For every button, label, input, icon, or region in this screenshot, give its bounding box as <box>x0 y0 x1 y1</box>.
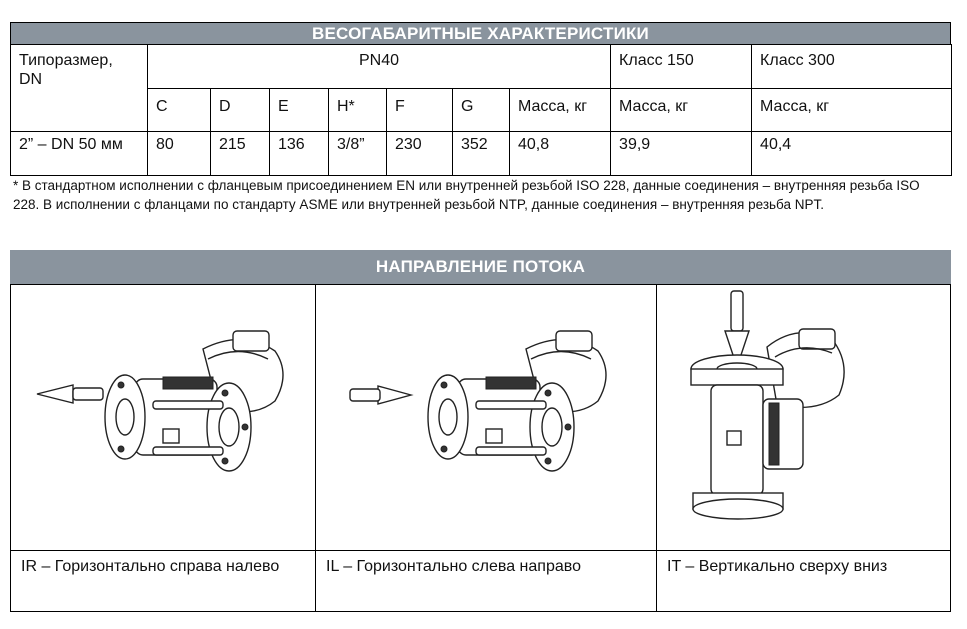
col-e: E <box>270 89 329 132</box>
cell-d: 215 <box>211 132 270 176</box>
specs-header-title: ВЕСОГАБАРИТНЫЕ ХАРАКТЕРИСТИКИ <box>312 24 649 43</box>
size-label: Типоразмер, DN <box>11 45 148 132</box>
col-d: D <box>211 89 270 132</box>
specs-table <box>10 44 952 176</box>
valve-il-illustration <box>336 289 636 549</box>
pn-group-label: PN40 <box>148 45 611 89</box>
flow-direction-panel <box>10 250 951 612</box>
cell-mass150: 39,9 <box>611 132 752 176</box>
flow-caption-ir: IR – Горизонтально справа налево <box>11 550 315 578</box>
table-header-row <box>11 45 952 89</box>
col-h: H* <box>329 89 387 132</box>
cell-mass: 40,8 <box>510 132 611 176</box>
col-c: C <box>148 89 211 132</box>
flow-cell-il <box>316 285 657 612</box>
flow-caption-it: IT – Вертикально сверху вниз <box>657 550 950 578</box>
cell-size: 2” – DN 50 мм <box>11 132 148 176</box>
col-mass: Масса, кг <box>510 89 611 132</box>
flow-caption-il: IL – Горизонтально слева направо <box>316 550 656 578</box>
cell-mass300: 40,4 <box>752 132 952 176</box>
cell-c: 80 <box>148 132 211 176</box>
valve-ir-illustration <box>13 289 313 549</box>
valve-it-illustration <box>657 287 947 549</box>
table-row <box>11 132 952 176</box>
cell-e: 136 <box>270 132 329 176</box>
cell-h: 3/8” <box>329 132 387 176</box>
class150-label: Класс 150 <box>611 45 752 89</box>
col-f: F <box>387 89 453 132</box>
col-g: G <box>453 89 510 132</box>
flow-header-title: НАПРАВЛЕНИЕ ПОТОКА <box>375 257 586 276</box>
specs-header <box>10 22 951 45</box>
class300-label: Класс 300 <box>752 45 952 89</box>
table-subheader-row <box>11 89 952 132</box>
cell-f: 230 <box>387 132 453 176</box>
cell-g: 352 <box>453 132 510 176</box>
flow-header <box>10 250 951 285</box>
col-mass150: Масса, кг <box>611 89 752 132</box>
footnote: * В стандартном исполнении с фланцевым присоединением EN или внутренней резьбой ISO 228, данные соединения – внутренняя резьба ISO 228. В исполнении с фланцами по стандарту ASME или внутренней резьбой NTP, данные соединения – внутренняя резьба NPT. <box>13 178 920 212</box>
flow-cell-it <box>657 285 950 612</box>
col-mass300: Масса, кг <box>752 89 952 132</box>
flow-cell-ir <box>11 285 316 612</box>
